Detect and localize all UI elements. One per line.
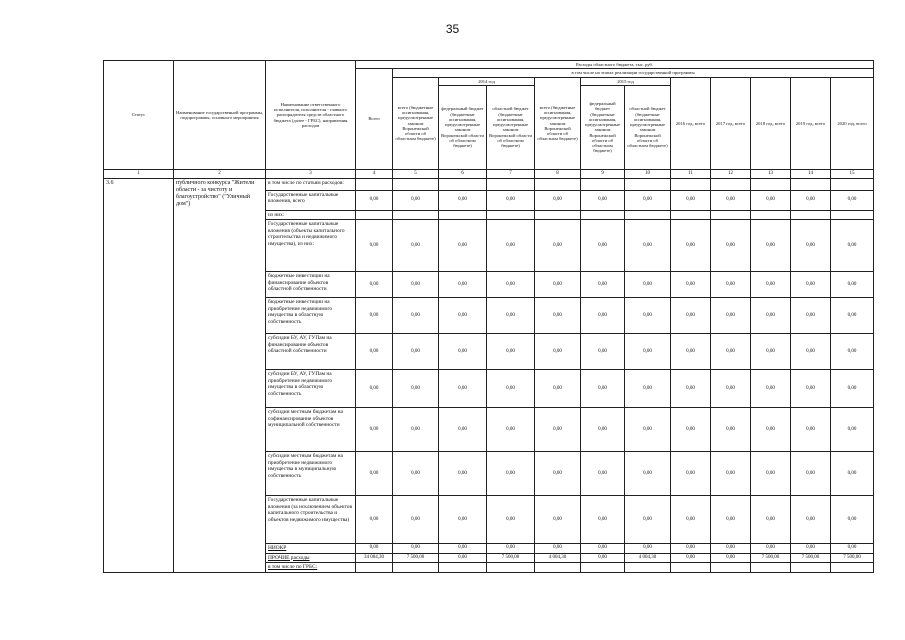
header-year-2014: 2014 год <box>439 77 535 85</box>
value-cell: 0,00 <box>487 370 535 408</box>
row-label: Государственные капитальные вложения, всего <box>266 190 356 210</box>
value-cell <box>791 178 831 190</box>
value-cell: 0,00 <box>671 190 711 210</box>
value-cell: 0,00 <box>751 190 791 210</box>
value-cell: 0,00 <box>439 452 487 496</box>
value-cell: 0,00 <box>356 272 393 298</box>
value-cell: 0,00 <box>439 190 487 210</box>
header-fed-2014: федеральный бюджет (бюджетные ассигнования, предусмотренные законом Воронежской области об областном бюджете) <box>439 85 487 169</box>
value-cell: 0,00 <box>751 452 791 496</box>
value-cell <box>751 563 791 572</box>
value-cell: 0,00 <box>439 553 487 562</box>
column-number: 6 <box>439 169 487 178</box>
header-stages: в том числе на этапах реализации государственной программы <box>393 69 874 77</box>
value-cell: 0,00 <box>711 190 751 210</box>
value-cell <box>487 563 535 572</box>
header-admin: Наименование ответственного исполнителя, исполнителя - главного распорядителя средств областного бюджета (далее - ГРБС), направления расходов <box>266 61 356 170</box>
value-cell: 0,00 <box>393 370 439 408</box>
value-cell: 0,00 <box>356 220 393 272</box>
value-cell <box>751 178 791 190</box>
value-cell: 0,00 <box>751 334 791 370</box>
column-number: 13 <box>751 169 791 178</box>
header-program-name: Наименование государственной программы, подпрограммы, основного мероприятия <box>174 61 266 170</box>
value-cell: 0,00 <box>393 190 439 210</box>
row-label: бюджетные инвестиции на приобретение недвижимого имущества в областную собственность <box>266 298 356 334</box>
value-cell <box>439 563 487 572</box>
value-cell <box>831 563 874 572</box>
value-cell <box>487 178 535 190</box>
row-label: субсидии местным бюджетам на софинансирование объектов муниципальной собственности <box>266 408 356 452</box>
value-cell <box>393 178 439 190</box>
value-cell: 0,00 <box>711 496 751 544</box>
value-cell: 0,00 <box>581 334 625 370</box>
row-label: бюджетные инвестиции на финансирование объектов областной собственности <box>266 272 356 298</box>
value-cell: 0,00 <box>581 553 625 562</box>
value-cell: 0,00 <box>751 370 791 408</box>
value-cell: 0,00 <box>535 298 581 334</box>
value-cell: 0,00 <box>356 496 393 544</box>
value-cell: 0,00 <box>439 544 487 553</box>
value-cell <box>711 178 751 190</box>
value-cell: 0,00 <box>439 408 487 452</box>
program-name: публичного конкурса "Жители области - за чистоту и благоустройство" ("Уличный дом") <box>174 178 266 572</box>
value-cell: 0,00 <box>791 408 831 452</box>
value-cell: 7 500,00 <box>831 553 874 562</box>
value-cell: 0,00 <box>671 272 711 298</box>
value-cell: 0,00 <box>625 334 671 370</box>
value-cell: 0,00 <box>625 220 671 272</box>
table-body <box>104 169 874 572</box>
value-cell: 0,00 <box>535 452 581 496</box>
value-cell <box>791 563 831 572</box>
value-cell <box>356 563 393 572</box>
value-cell: 0,00 <box>535 408 581 452</box>
value-cell: 0,00 <box>671 334 711 370</box>
value-cell <box>671 563 711 572</box>
value-cell: 4 004,30 <box>625 553 671 562</box>
value-cell <box>751 210 791 219</box>
row-label: Государственные капитальные вложения (объекты капитального строительства и недвижимого имущества), из них: <box>266 220 356 272</box>
value-cell: 0,00 <box>581 220 625 272</box>
row-label: субсидии местным бюджетам на приобретение недвижимого имущества в муниципальную собственность <box>266 452 356 496</box>
value-cell <box>535 210 581 219</box>
value-cell: 0,00 <box>439 220 487 272</box>
value-cell: 0,00 <box>356 190 393 210</box>
value-cell: 0,00 <box>671 544 711 553</box>
value-cell: 0,00 <box>791 272 831 298</box>
value-cell: 0,00 <box>831 272 874 298</box>
value-cell: 0,00 <box>831 408 874 452</box>
value-cell: 0,00 <box>671 298 711 334</box>
value-cell: 7 500,00 <box>487 553 535 562</box>
value-cell: 0,00 <box>831 370 874 408</box>
value-cell: 0,00 <box>439 496 487 544</box>
value-cell: 0,00 <box>581 190 625 210</box>
value-cell: 0,00 <box>711 220 751 272</box>
value-cell: 0,00 <box>831 544 874 553</box>
column-number: 9 <box>581 169 625 178</box>
value-cell <box>487 210 535 219</box>
page-number: 35 <box>445 22 460 36</box>
value-cell: 7 500,00 <box>791 553 831 562</box>
value-cell: 0,00 <box>535 544 581 553</box>
value-cell: 0,00 <box>487 190 535 210</box>
header-2019: 2019 год, всего <box>791 77 831 169</box>
value-cell: 0,00 <box>671 408 711 452</box>
header-year-2015: 2015 год <box>581 77 671 85</box>
value-cell: 0,00 <box>791 452 831 496</box>
value-cell: 4 004,30 <box>535 553 581 562</box>
value-cell: 0,00 <box>487 334 535 370</box>
value-cell: 0,00 <box>711 452 751 496</box>
value-cell: 0,00 <box>625 544 671 553</box>
value-cell: 0,00 <box>487 452 535 496</box>
budget-table <box>103 60 874 573</box>
row-label: НИОКР <box>266 544 356 553</box>
value-cell: 0,00 <box>711 298 751 334</box>
value-cell <box>581 178 625 190</box>
value-cell: 0,00 <box>487 298 535 334</box>
value-cell <box>831 210 874 219</box>
value-cell: 0,00 <box>711 334 751 370</box>
value-cell: 0,00 <box>751 298 791 334</box>
value-cell: 0,00 <box>791 544 831 553</box>
row-label: ПРОЧИЕ расходы <box>266 553 356 562</box>
value-cell: 0,00 <box>711 544 751 553</box>
value-cell: 0,00 <box>711 553 751 562</box>
value-cell: 0,00 <box>625 272 671 298</box>
value-cell: 0,00 <box>487 544 535 553</box>
value-cell: 0,00 <box>393 220 439 272</box>
value-cell: 0,00 <box>711 272 751 298</box>
row-label: субсидии БУ, АУ, ГУПам на приобретение недвижимого имущества в областную собственность <box>266 370 356 408</box>
header-2017: 2017 год, всего <box>711 77 751 169</box>
value-cell: 0,00 <box>487 408 535 452</box>
value-cell: 0,00 <box>625 408 671 452</box>
row-label: в том числе по ГРБС: <box>266 563 356 572</box>
value-cell: 0,00 <box>831 298 874 334</box>
value-cell: 0,00 <box>791 370 831 408</box>
header-2020: 2020 год, всего <box>831 77 874 169</box>
value-cell <box>671 210 711 219</box>
column-number: 12 <box>711 169 751 178</box>
value-cell: 0,00 <box>751 272 791 298</box>
column-number: 1 <box>104 169 174 178</box>
value-cell: 0,00 <box>711 408 751 452</box>
value-cell: 0,00 <box>393 544 439 553</box>
header-reg-2015: областной бюджет (бюджетные ассигнования, предусмотренные законом Воронежской области об областном бюджете) <box>625 85 671 169</box>
value-cell: 0,00 <box>751 220 791 272</box>
header-total-2014: всего (бюджетные ассигнования, предусмотренные законом Воронежской области об областном бюджете) <box>393 77 439 169</box>
value-cell: 0,00 <box>581 298 625 334</box>
value-cell: 7 500,00 <box>751 553 791 562</box>
value-cell: 0,00 <box>791 334 831 370</box>
value-cell: 0,00 <box>671 553 711 562</box>
value-cell: 0,00 <box>393 272 439 298</box>
value-cell <box>831 178 874 190</box>
column-number: 10 <box>625 169 671 178</box>
value-cell: 34 004,30 <box>356 553 393 562</box>
column-number: 8 <box>535 169 581 178</box>
value-cell: 0,00 <box>831 190 874 210</box>
header-2018: 2018 год, всего <box>751 77 791 169</box>
table-row <box>104 178 874 190</box>
value-cell: 0,00 <box>393 496 439 544</box>
value-cell: 0,00 <box>393 298 439 334</box>
value-cell: 0,00 <box>581 272 625 298</box>
header-total: Всего <box>356 69 393 170</box>
column-number: 3 <box>266 169 356 178</box>
value-cell: 0,00 <box>356 370 393 408</box>
value-cell: 0,00 <box>439 298 487 334</box>
value-cell: 0,00 <box>535 334 581 370</box>
value-cell <box>439 210 487 219</box>
value-cell: 7 500,00 <box>393 553 439 562</box>
header-total-2015: всего (бюджетные ассигнования, предусмотренные законом Воронежской области об областном бюджете) <box>535 77 581 169</box>
value-cell: 0,00 <box>751 496 791 544</box>
value-cell <box>535 178 581 190</box>
header-status: Статус <box>104 61 174 170</box>
row-label: в том числе по статьям расходов: <box>266 178 356 190</box>
value-cell <box>625 563 671 572</box>
column-numbers-row <box>104 169 874 178</box>
value-cell: 0,00 <box>625 370 671 408</box>
value-cell <box>393 210 439 219</box>
value-cell <box>393 563 439 572</box>
value-cell: 0,00 <box>393 452 439 496</box>
value-cell: 0,00 <box>711 370 751 408</box>
value-cell: 0,00 <box>393 334 439 370</box>
value-cell <box>625 210 671 219</box>
value-cell: 0,00 <box>535 496 581 544</box>
value-cell: 0,00 <box>671 370 711 408</box>
value-cell: 0,00 <box>487 496 535 544</box>
value-cell: 0,00 <box>535 190 581 210</box>
value-cell: 0,00 <box>356 408 393 452</box>
value-cell <box>581 563 625 572</box>
value-cell <box>625 178 671 190</box>
value-cell: 0,00 <box>625 190 671 210</box>
column-number: 14 <box>791 169 831 178</box>
value-cell: 0,00 <box>625 298 671 334</box>
header-2016: 2016 год, всего <box>671 77 711 169</box>
value-cell: 0,00 <box>581 544 625 553</box>
value-cell: 0,00 <box>791 496 831 544</box>
row-label: Государственные капитальные вложения (за исключением объектов капитального строительства и объектов недвижимого имущества) <box>266 496 356 544</box>
column-number: 5 <box>393 169 439 178</box>
value-cell: 0,00 <box>535 370 581 408</box>
value-cell: 0,00 <box>831 452 874 496</box>
value-cell <box>791 210 831 219</box>
value-cell <box>535 563 581 572</box>
column-number: 11 <box>671 169 711 178</box>
value-cell: 0,00 <box>535 220 581 272</box>
value-cell: 0,00 <box>356 544 393 553</box>
value-cell: 0,00 <box>671 452 711 496</box>
value-cell: 0,00 <box>671 220 711 272</box>
value-cell <box>581 210 625 219</box>
status-code: 3.6 <box>104 178 174 572</box>
column-number: 2 <box>174 169 266 178</box>
value-cell: 0,00 <box>581 496 625 544</box>
value-cell: 0,00 <box>625 452 671 496</box>
value-cell: 0,00 <box>439 334 487 370</box>
value-cell: 0,00 <box>439 272 487 298</box>
value-cell: 0,00 <box>581 370 625 408</box>
value-cell <box>356 178 393 190</box>
value-cell <box>711 563 751 572</box>
value-cell: 0,00 <box>831 496 874 544</box>
value-cell: 0,00 <box>535 272 581 298</box>
row-label: из них: <box>266 210 356 219</box>
column-number: 7 <box>487 169 535 178</box>
value-cell: 0,00 <box>356 334 393 370</box>
header-reg-2014: областной бюджет (бюджетные ассигнования, предусмотренные законом Воронежской области об областном бюджете) <box>487 85 535 169</box>
value-cell: 0,00 <box>831 220 874 272</box>
value-cell: 0,00 <box>751 408 791 452</box>
value-cell: 0,00 <box>356 452 393 496</box>
value-cell: 0,00 <box>439 370 487 408</box>
value-cell <box>439 178 487 190</box>
value-cell <box>711 210 751 219</box>
column-number: 15 <box>831 169 874 178</box>
header-expenses: Расходы областного бюджета, тыс. руб. <box>356 61 874 69</box>
value-cell: 0,00 <box>487 272 535 298</box>
value-cell: 0,00 <box>791 298 831 334</box>
value-cell: 0,00 <box>356 298 393 334</box>
value-cell: 0,00 <box>625 496 671 544</box>
value-cell: 0,00 <box>581 408 625 452</box>
value-cell: 0,00 <box>831 334 874 370</box>
value-cell <box>671 178 711 190</box>
row-label: субсидии БУ, АУ, ГУПам на финансирование объектов областной собственности <box>266 334 356 370</box>
value-cell <box>356 210 393 219</box>
value-cell: 0,00 <box>791 190 831 210</box>
column-number: 4 <box>356 169 393 178</box>
value-cell: 0,00 <box>751 544 791 553</box>
value-cell: 0,00 <box>581 452 625 496</box>
value-cell: 0,00 <box>671 496 711 544</box>
value-cell: 0,00 <box>791 220 831 272</box>
value-cell: 0,00 <box>487 220 535 272</box>
value-cell: 0,00 <box>393 408 439 452</box>
header-fed-2015: федеральный бюджет (бюджетные ассигнования, предусмотренные законом Воронежской области об областном бюджете) <box>581 85 625 169</box>
